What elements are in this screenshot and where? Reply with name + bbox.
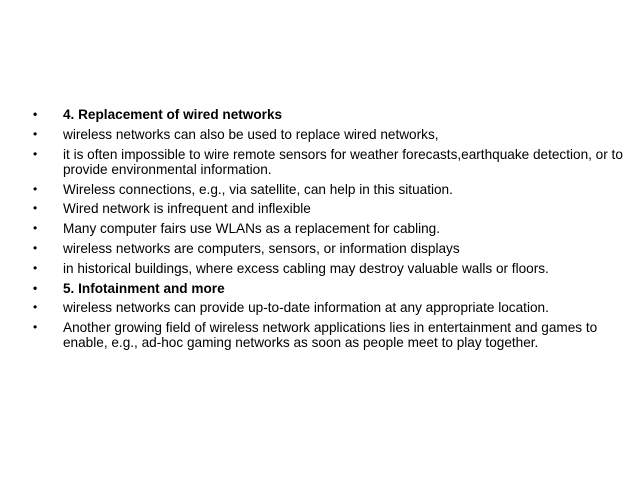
bullet-glyph: • [33, 320, 38, 335]
bullet-text: Another growing field of wireless network applications lies in entertainment and games to enable, e.g., ad-hoc gaming networks as soon as people meet to play together. [63, 320, 598, 351]
bullet-text: Wireless connections, e.g., via satellite, can help in this situation. [63, 181, 453, 197]
bullet-text: in historical buildings, where excess cabling may destroy valuable walls or floors. [63, 260, 549, 276]
bullet-item [33, 201, 623, 216]
bullet-item [33, 147, 623, 177]
bullet-text: wireless networks are computers, sensors, or information displays [63, 240, 460, 256]
bullet-text: 4. Replacement of wired networks [63, 107, 283, 122]
bullet-item [33, 241, 623, 256]
bullet-glyph: • [33, 240, 38, 255]
bullet-item [33, 300, 623, 315]
bullet-text: Many computer fairs use WLANs as a replacement for cabling. [63, 221, 441, 237]
bullet-item [33, 127, 623, 142]
bullet-text: wireless networks can also be used to replace wired networks, [63, 126, 439, 142]
bullet-glyph: • [33, 221, 38, 236]
bullet-list [33, 107, 623, 355]
bullet-text: Wired network is infrequent and inflexible [63, 201, 311, 217]
bullet-item [33, 320, 623, 350]
bullet-text: it is often impossible to wire remote sensors for weather forecasts,earthquake detection, or to provide environmental information. [63, 146, 623, 177]
bullet-glyph: • [33, 181, 38, 196]
bullet-item [33, 221, 623, 236]
bullet-glyph: • [33, 201, 38, 216]
bullet-glyph: • [33, 126, 38, 141]
bullet-text: wireless networks can provide up-to-date information at any appropriate location. [63, 300, 549, 316]
bullet-glyph: • [33, 260, 38, 275]
bullet-glyph: • [33, 146, 38, 161]
bullet-glyph: • [33, 280, 38, 295]
bullet-item-replacement-heading [33, 107, 623, 122]
bullet-glyph: • [33, 107, 38, 121]
bullet-item [33, 261, 623, 276]
bullet-text: 5. Infotainment and more [63, 280, 225, 296]
bullet-item-infotainment-heading [33, 281, 623, 296]
bullet-glyph: • [33, 300, 38, 315]
bullet-item [33, 182, 623, 197]
